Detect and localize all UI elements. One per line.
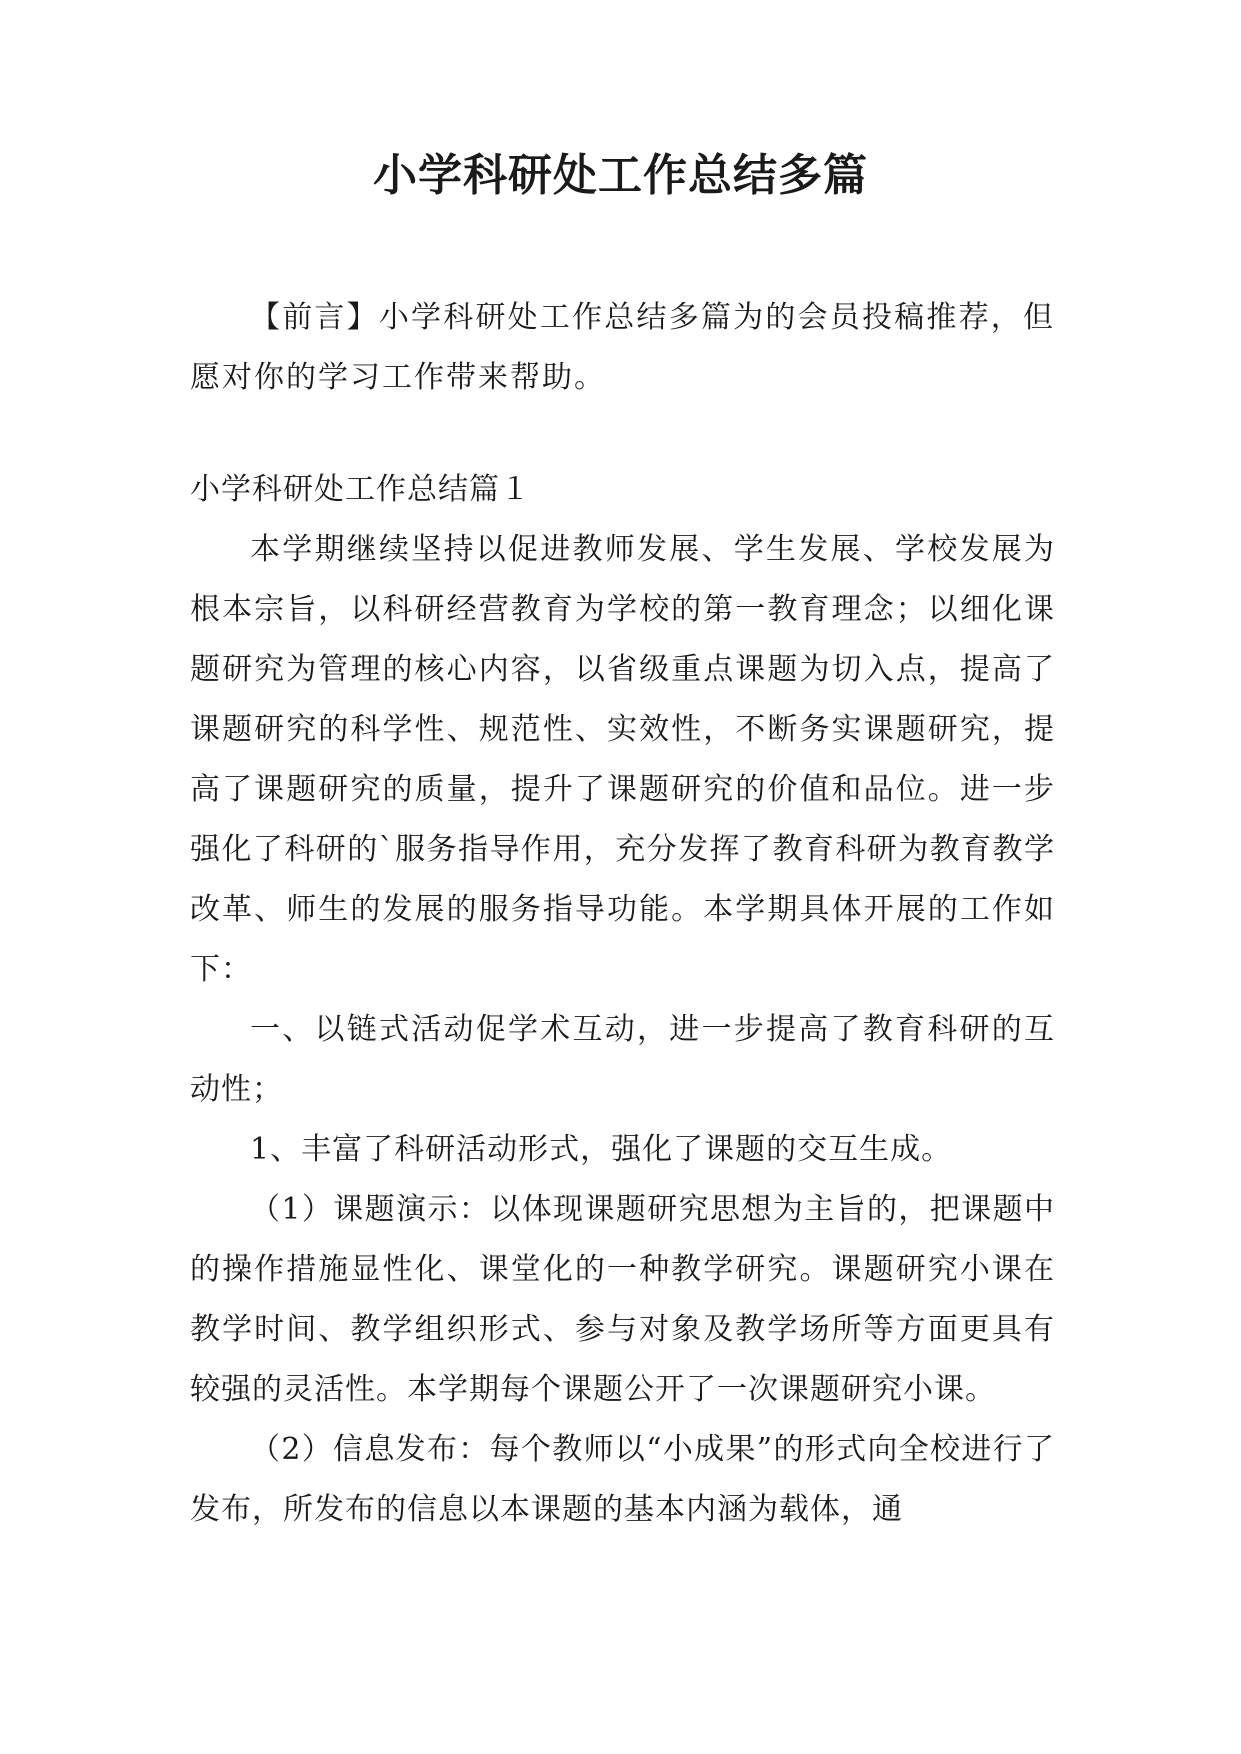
paragraph: 一、以链式活动促学术互动，进一步提高了教育科研的互动性； bbox=[190, 1012, 1055, 1107]
content-block bbox=[190, 520, 1055, 1540]
section-heading: 小学科研处工作总结篇１ bbox=[190, 472, 531, 507]
paragraph: 本学期继续坚持以促进教师发展、学生发展、学校发展为根本宗旨，以科研经营教育为学校的第一教育理念；以细化课题研究为管理的核心内容，以省级重点课题为切入点，提高了课题研究的科学性、规范性、实效性，不断务实课题研究，提高了课题研究的质量，提升了课题研究的价值和品位。进一步强化了科研的`服务指导作用，充分发挥了教育科研为教育教学改革、师生的发展的服务指导功能。本学期具体开展的工作如下： bbox=[190, 532, 1055, 987]
paragraph: （2）信息发布：每个教师以“小成果”的形式向全校进行了发布，所发布的信息以本课题的基本内涵为载体，通 bbox=[190, 1432, 1055, 1527]
preface-paragraph: 【前言】小学科研处工作总结多篇为的会员投稿推荐，但愿对你的学习工作带来帮助。 bbox=[190, 300, 1055, 395]
paragraph: （1）课题演示：以体现课题研究思想为主旨的，把课题中的操作措施显性化、课堂化的一种教学研究。课题研究小课在教学时间、教学组织形式、参与对象及教学场所等方面更具有较强的灵活性。本学期每个课题公开了一次课题研究小课。 bbox=[190, 1192, 1055, 1407]
document-title: 小学科研处工作总结多篇 bbox=[373, 150, 868, 201]
paragraph: 1、丰富了科研活动形式，强化了课题的交互生成。 bbox=[250, 1132, 953, 1167]
